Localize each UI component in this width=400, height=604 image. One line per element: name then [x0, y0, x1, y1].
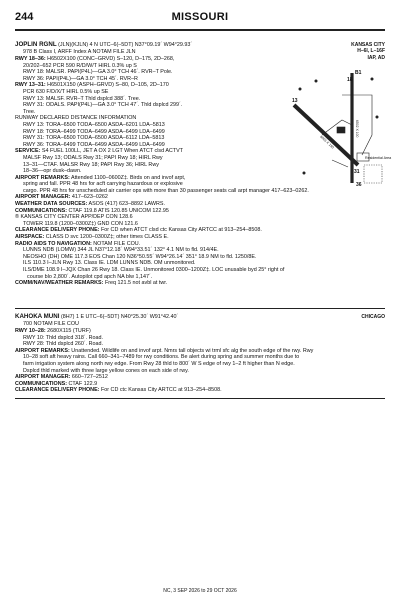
page-header — [15, 11, 385, 27]
joplin-header — [15, 42, 277, 55]
field-label: AIRPORT MANAGER: — [15, 194, 71, 201]
text-line: ILS 110.3 I–JLN Rwy 13. Class IE. LDM LUNNS NDB. OM unmonitored. — [23, 260, 196, 267]
field-label: COMMUNICATIONS: — [15, 207, 68, 214]
text-line: RWY 13–31: H6501X150 (ASPH–GRVD) S–80, D–105, 2D–170 — [15, 82, 169, 89]
text-line: PCR 630 F/D/X/T HIRL 0.5% up SE — [23, 88, 109, 95]
text-line: cargo. PPR 48 hrs for unscheduled air carrier ops with more than 30 passenger seats call arpt manager 417–623–0262. — [23, 187, 309, 194]
airport-header-line2: 978 B Class I, ARFF Index A NOTAM FILE JLN — [23, 48, 136, 55]
text-line: RWY 10–28: 2680X115 (TURF) — [15, 328, 91, 334]
text-line: RWY 31: TORA–6500 TODA–6500 ASDA–6112 LDA–5813 — [23, 135, 165, 142]
text-line: COMMUNICATIONS: CTAF 122.9 — [15, 380, 98, 387]
text-line: 20/202–652 PCR 590 R/D/W/T HIRL 0.3% up S — [23, 62, 137, 69]
label-rwy13: 13 — [292, 98, 298, 104]
page-number: 244 — [15, 11, 34, 23]
text-line: MALSF Rwy 13; ODALS Rwy 31; PAPI Rwy 18; HIRL Rwy — [23, 154, 163, 161]
text-line: RWY 13: TORA–6500 TODA–6500 ASDA–6201 LDA–5813 — [23, 121, 165, 128]
field-label: WEATHER DATA SOURCES: — [15, 201, 88, 208]
text-line: Tree. — [23, 108, 36, 115]
field-label: CLEARANCE DELIVERY PHONE: — [15, 387, 100, 394]
field-label: CLEARANCE DELIVERY PHONE: — [15, 227, 100, 234]
text-line: NEOSHO (DH) OME 117.3 EOS Chan 120 N36°50.55´ W94°26.14´ 351° 18.9 NM to fld. 1250/8E. — [23, 253, 257, 260]
text-line: farm irrigation system along north rwy edge. From Rwy 28 thld to 800´ W S edge of rwy 1–2 ft higher than N edge. — [23, 360, 295, 367]
text-line: COMMUNICATIONS: CTAF 119.8 ATIS 120.85 UNICOM 122.95 — [15, 207, 169, 214]
obstacle — [376, 116, 378, 118]
label-b1: B1 — [355, 70, 362, 76]
text-line: AIRPORT MANAGER: 660–727–2512 — [15, 374, 108, 381]
airport-header-line1: (JLN)(KJLN) 4 N UTC–6(–5DT) N37°09.19´ W94°29.93´ — [58, 42, 193, 48]
taxiway — [332, 160, 348, 167]
text-line: COMM/NAV/WEATHER REMARKS: Freq 121.5 not avbl at twr. — [15, 280, 168, 287]
text-line: RWY 31: ODALS. PAPI(P4L)—GA 3.0° TCH 47´. Thld dsplcd 299´. — [23, 102, 183, 109]
field-label: COMM/NAV/WEATHER REMARKS: — [15, 280, 104, 287]
section-divider — [15, 398, 385, 399]
text-line: RWY 13: MALSF. RVR–T Thld dsplcd 388´. Tree. — [23, 95, 141, 102]
text-line: TOWER 119.8 (1200–0300Z‡) GND CON 121.6 — [23, 220, 138, 227]
text-line: CLEARANCE DELIVERY PHONE: For CD when ATCT clsd ctc Kansas City ARTCC at 913–254–8508. — [15, 227, 262, 234]
obstacle — [315, 80, 317, 82]
text-line: Dsplcd thld marked with three large yellow cones on each side of rwy. — [23, 367, 189, 374]
obstacle — [303, 172, 305, 174]
field-label: RADIO AIDS TO NAVIGATION: — [15, 240, 92, 247]
airport-header-line1: (8H7) 1 E UTC–6(–5DT) N40°25.30´ W91°42.40´ — [60, 314, 179, 320]
building — [337, 127, 345, 133]
text-line: WEATHER DATA SOURCES: ASOS (417) 623–8892 LAWRS. — [15, 201, 165, 208]
field-label: COMMUNICATIONS: — [15, 380, 68, 387]
text-line: spring and fall. PPR 48 hrs for acft carrying hazardous or explosive — [23, 181, 183, 188]
text-line: ® KANSAS CITY CENTER APP/DEP CON 128.6 — [15, 214, 133, 221]
label-rwy13-31-dims: 6501 X 150 — [319, 134, 335, 150]
text-line: LUNNS NDB (LOMW) 344 JL N37°12.18´ W94°33.51´ 132° 4.1 NM to fld. 914/4E. — [23, 247, 219, 254]
residential-area-outline — [364, 165, 382, 183]
text-line: 18–36—opr dusk–dawn. — [23, 168, 82, 175]
field-label: SERVICE: — [15, 148, 41, 155]
header-rule — [15, 29, 385, 31]
field-label: AIRPORT MANAGER: — [15, 374, 71, 381]
text-line: AIRPORT REMARKS: Attended 1100–0600Z‡. Birds on and invof arpt, — [15, 174, 186, 181]
text-line: RWY 10: Thld dsplcd 318´. Road. — [23, 334, 104, 341]
label-residential: Residential Area — [365, 156, 392, 160]
text-line: RWY 28: Thld dsplcd 260´. Road. — [23, 341, 104, 348]
text-line: course blo 2,800´. Autopilot cpd apch NA blw 1,147´. — [27, 273, 153, 280]
text-line: RWY 36: PAPI(P4L)—GA 3.0° TCH 45´. RVR–R — [23, 75, 138, 82]
label-rwy18-36-dims: 6502 X 100 — [355, 120, 359, 138]
text-line: RWY 18: TORA–6499 TODA–6499 ASDA–6499 LDA–6499 — [23, 128, 165, 135]
kahoka-header — [15, 314, 277, 327]
label-rwy36: 36 — [356, 182, 362, 188]
airport-header-line2: 700 NOTAM FILE COU — [23, 320, 79, 327]
section-divider — [15, 308, 385, 309]
kahoka-body — [15, 328, 385, 394]
text-line: CLEARANCE DELIVERY PHONE: For CD ctc Kansas City ARTCC at 913–254–8508. — [15, 387, 222, 394]
field-label: AIRPORT REMARKS: — [15, 347, 70, 354]
text-line: AIRSPACE: CLASS D svc 1200–0300Z‡; other times CLASS E. — [15, 234, 169, 241]
kahoka-charts: CHICAGO — [361, 314, 385, 320]
text-line: RADIO AIDS TO NAVIGATION: NOTAM FILE COU. — [15, 240, 141, 247]
obstacle — [299, 88, 301, 90]
runway-13-31 — [294, 105, 358, 165]
field-label: AIRPORT REMARKS: — [15, 174, 70, 181]
text-line: RUNWAY DECLARED DISTANCE INFORMATION — [15, 115, 137, 122]
field-label: RWY 10–28: — [15, 328, 46, 334]
text-line: RWY 18: MALSR. PAPI(P4L)—GA 3.0° TCH 46´. RVR–T Pole. — [23, 69, 173, 76]
joplin-charts: KANSAS CITY H–6I, L–16F IAP, AD — [351, 42, 385, 61]
airport-name: JOPLIN RGNL — [15, 41, 57, 48]
field-label: RWY 13–31: — [15, 82, 46, 89]
text-line: AIRPORT REMARKS: Unattended. Wildlife on and invof arpt. Nmrs tall objects wi trml sfc alg the south edge of the rwy. Rwy — [15, 347, 314, 354]
label-rwy31: 31 — [354, 169, 360, 175]
text-line: RWY 36: TORA–6499 TODA–6499 ASDA–6499 LDA–6499 — [23, 141, 165, 148]
text-line: 10–28 soft aft heavy rains. Call 660–341–7489 for rwy conditions. Be alert during spring and summer months due to — [23, 354, 300, 361]
airport-name: KAHOKA MUNI — [15, 313, 60, 320]
field-label: RWY 18–36: — [15, 56, 46, 62]
text-line: 13–31—CTAF. MALSR Rwy 18; PAPI Rwy 36; HIRL Rwy — [23, 161, 159, 168]
obstacle — [371, 78, 373, 80]
label-rwy18: 18 — [347, 77, 353, 83]
page-footer: NC, 3 SEP 2026 to 29 OCT 2026 — [163, 588, 237, 595]
state-title: MISSOURI — [171, 11, 229, 23]
text-line: AIRPORT MANAGER: 417–623–0262 — [15, 194, 108, 201]
text-line: RWY 18–36: H6502X100 (CONC–GRVD) S–120, D–175, 2D–268, — [15, 56, 175, 62]
text-line: ILS/DME 108.9 I–JQX Chan 26 Rwy 18. Class IE. Unmonitored 0300–1200Z‡. LOC unusable byd 25° right of — [23, 267, 285, 273]
text-line: SERVICE: S4 FUEL 100LL, JET A OX 2 LGT When ATCT clsd ACTVT — [15, 148, 183, 155]
field-label: AIRSPACE: — [15, 234, 45, 241]
airport-diagram — [282, 65, 392, 189]
